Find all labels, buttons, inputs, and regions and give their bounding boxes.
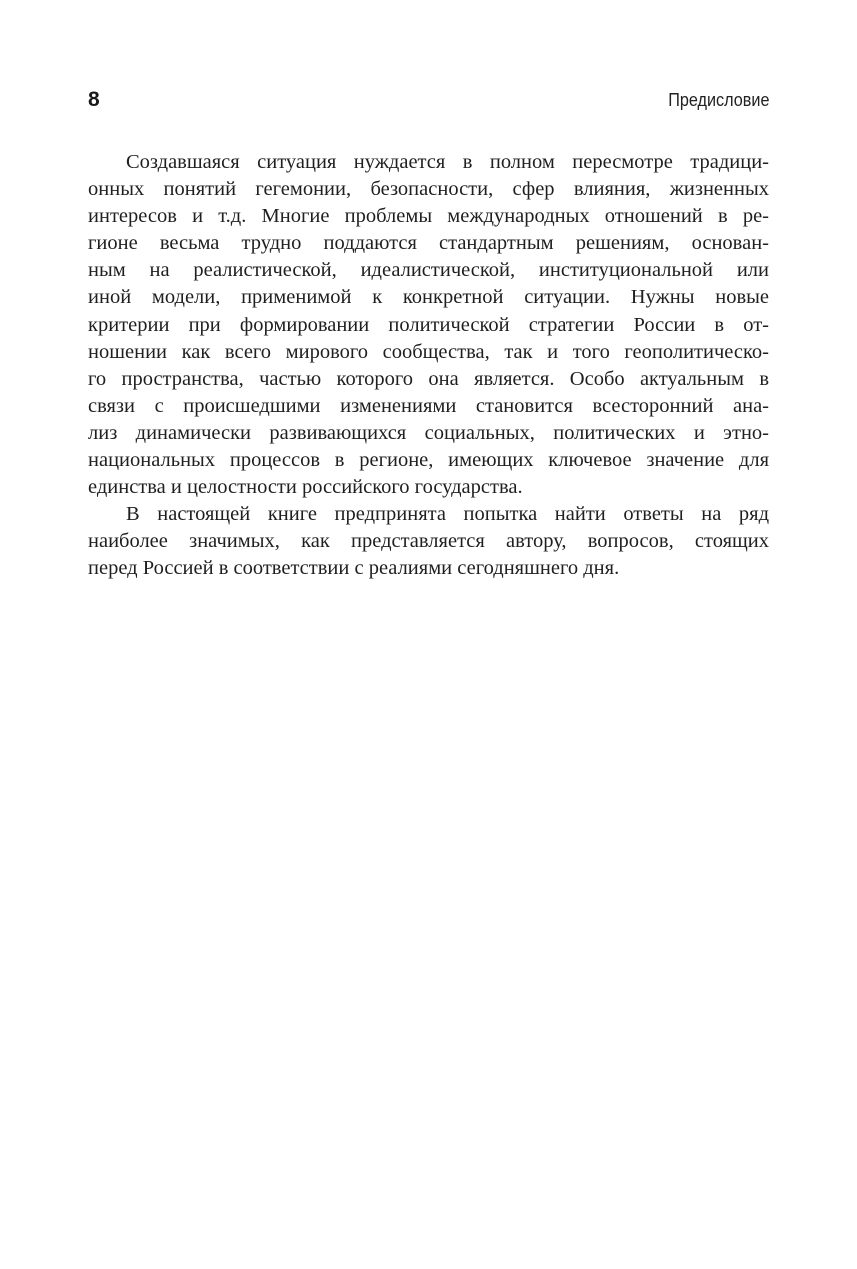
text-line: перед Россией в соответствии с реалиями сегодняшнего дня. xyxy=(88,557,620,580)
text-line: В настоящей книге предпринята попытка найти ответы на ряд xyxy=(126,503,769,526)
text-line: связи с происшедшими изменениями становится всесторонний ана- xyxy=(88,394,769,417)
text-line: критерии при формировании политической стратегии России в от- xyxy=(88,313,769,336)
text-line: национальных процессов в регионе, имеющих ключевое значение для xyxy=(88,449,769,472)
text-line: иной модели, применимой к конкретной ситуации. Нужны новые xyxy=(88,286,769,309)
text-line: наиболее значимых, как представляется автору, вопросов, стоящих xyxy=(88,530,769,553)
text-line: онных понятий гегемонии, безопасности, сфер влияния, жизненных xyxy=(88,178,769,201)
paragraph-2 xyxy=(88,501,769,582)
text-line: Создавшаяся ситуация нуждается в полном пересмотре традици- xyxy=(126,151,769,173)
text-line: единства и целостности российского государства. xyxy=(88,476,523,499)
text-line: го пространства, частью которого она является. Особо актуальным в xyxy=(88,367,769,390)
text-line: гионе весьма трудно поддаются стандартным решениям, основан- xyxy=(88,232,769,255)
section-title: Предисловие xyxy=(667,90,769,110)
paragraph-1 xyxy=(88,149,769,501)
text-line: ношении как всего мирового сообщества, так и того геополитическо- xyxy=(88,340,769,363)
running-header xyxy=(88,86,769,116)
text-line: лиз динамически развивающихся социальных, политических и этно- xyxy=(88,421,769,444)
page-number: 8 xyxy=(88,88,100,111)
body-text xyxy=(88,149,769,583)
text-line: интересов и т.д. Многие проблемы международных отношений в ре- xyxy=(88,205,769,228)
text-line: ным на реалистической, идеалистической, институциональной или xyxy=(88,259,769,282)
